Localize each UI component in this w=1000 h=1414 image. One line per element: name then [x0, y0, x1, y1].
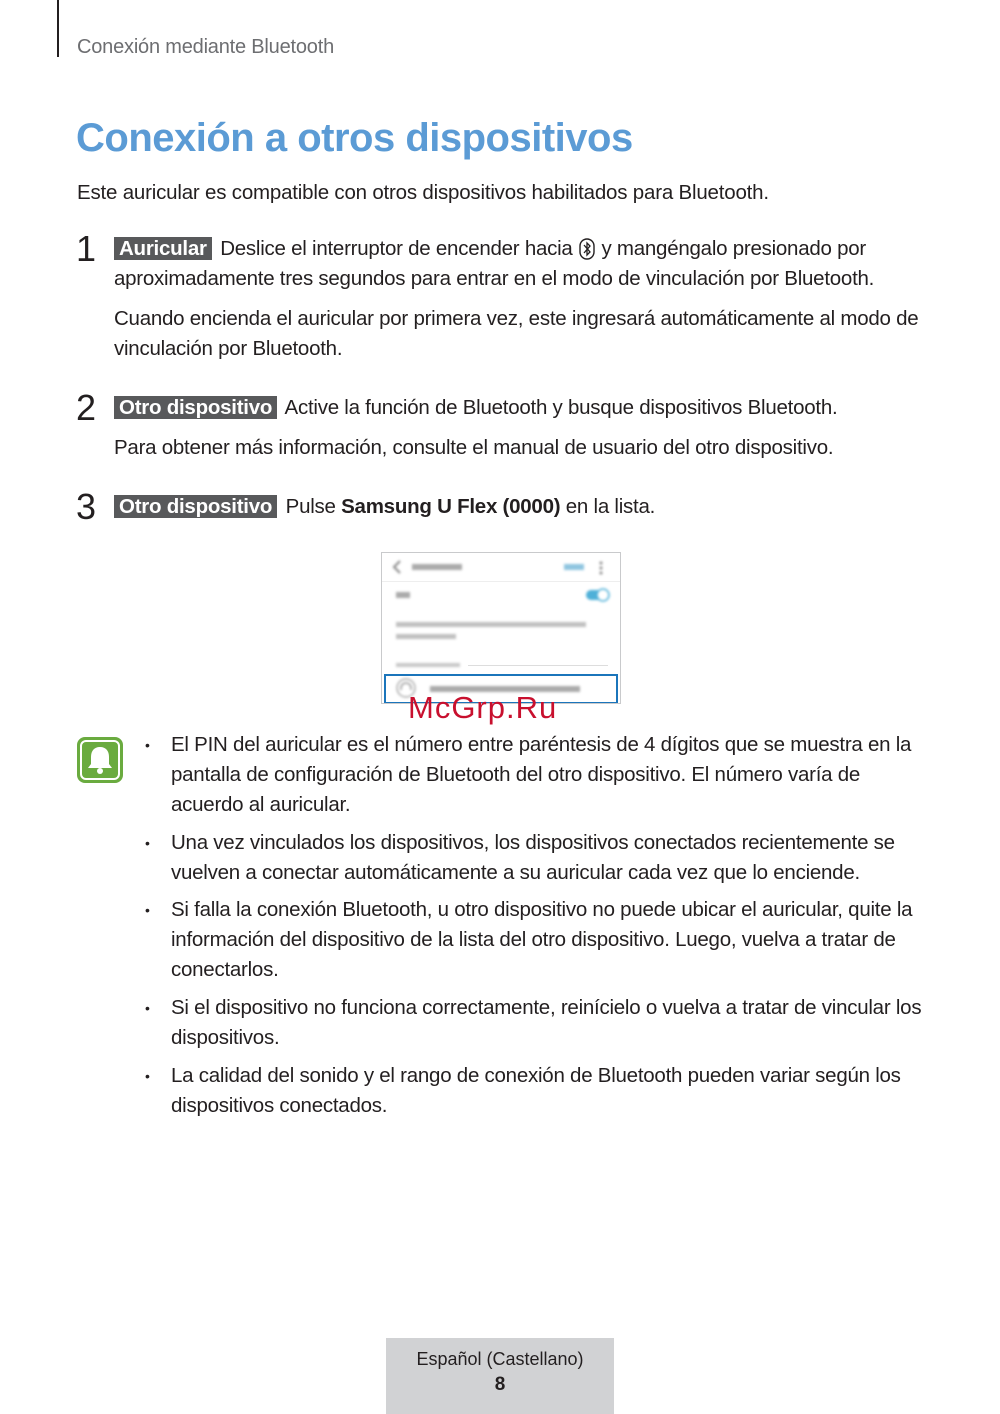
footer-language: Español (Castellano): [416, 1349, 584, 1369]
toggle-icon: [585, 587, 611, 603]
on-label-placeholder: [396, 592, 410, 598]
screenshot-title-placeholder: [412, 564, 462, 570]
watermark: McGrp.Ru: [408, 690, 558, 725]
step-2-text: [114, 393, 924, 423]
step-1-text: [114, 234, 924, 294]
screenshot-toolbar: [382, 553, 620, 582]
back-icon: [392, 560, 402, 574]
bullet-dot: •: [145, 1068, 150, 1084]
step-number-3: 3: [76, 486, 97, 527]
description-line-placeholder: [396, 622, 586, 627]
step-1-text-b: y mangéngalo presionado por aproximadamente tres segundos para entrar en el modo de vinculación por Bluetooth.: [114, 237, 875, 290]
step-number-2: 2: [76, 387, 97, 428]
bullet-dot: •: [145, 737, 150, 753]
note-item-3: Si falla la conexión Bluetooth, u otro dispositivo no puede ubicar el auricular, quite la información del dispositivo de la lista del otro dispositivo. Luego, vuelva a tratar de conectarlos.: [171, 898, 913, 981]
bell-icon: [75, 735, 125, 785]
step-1-text-a: Deslice el interruptor de encender hacia: [220, 237, 573, 260]
note-item-5: La calidad del sonido y el rango de conexión de Bluetooth pueden variar según los dispositivos conectados.: [171, 1064, 901, 1117]
step-2-tag: Otro dispositivo: [114, 396, 277, 419]
bluetooth-icon: [579, 238, 595, 260]
running-header: Conexión mediante Bluetooth: [77, 36, 335, 58]
section-divider: [468, 665, 608, 666]
bullet-dot: •: [145, 1000, 150, 1016]
step-1-note: Cuando encienda el auricular por primera vez, este ingresará automáticamente al modo de vinculación por Bluetooth.: [114, 307, 919, 360]
description-line-placeholder: [396, 634, 456, 639]
screenshot-stop-placeholder: [564, 564, 584, 570]
step-number-1: 1: [76, 228, 97, 269]
step-1-tag: Auricular: [114, 237, 212, 260]
bullet-dot: •: [145, 835, 150, 851]
page-footer: [386, 1338, 614, 1414]
page-title: Conexión a otros dispositivos: [76, 116, 633, 160]
step-3-tag: Otro dispositivo: [114, 495, 277, 518]
step-2-note: Para obtener más información, consulte el manual de usuario del otro dispositivo.: [114, 436, 834, 459]
note-item-1: El PIN del auricular es el número entre paréntesis de 4 dígitos que se muestra en la pantalla de configuración de Bluetooth del otro dispositivo. El número varía de acuerdo al auricular.: [171, 733, 912, 816]
header-rule: [57, 0, 59, 57]
page-number: 8: [494, 1374, 506, 1395]
step-3-text: [114, 492, 924, 522]
bullet-dot: •: [145, 902, 150, 918]
more-icon: [599, 561, 603, 575]
bluetooth-settings-screenshot: [381, 552, 621, 704]
note-item-4: Si el dispositivo no funciona correctamente, reinícielo o vuelva a tratar de vincular los dispositivos.: [171, 996, 922, 1049]
note-item-2: Una vez vinculados los dispositivos, los dispositivos conectados recientemente se vuelven a conectar automáticamente a su auricular cada vez que lo enciende.: [171, 831, 895, 884]
step-2-text-main: Active la función de Bluetooth y busque dispositivos Bluetooth.: [284, 396, 838, 419]
step-3-text-b: en la lista.: [565, 495, 656, 518]
step-3-text-a: Pulse: [285, 495, 336, 518]
section-label-placeholder: [396, 663, 460, 667]
device-name: Samsung U Flex (0000): [341, 495, 561, 518]
intro-paragraph: Este auricular es compatible con otros dispositivos habilitados para Bluetooth.: [77, 181, 769, 204]
